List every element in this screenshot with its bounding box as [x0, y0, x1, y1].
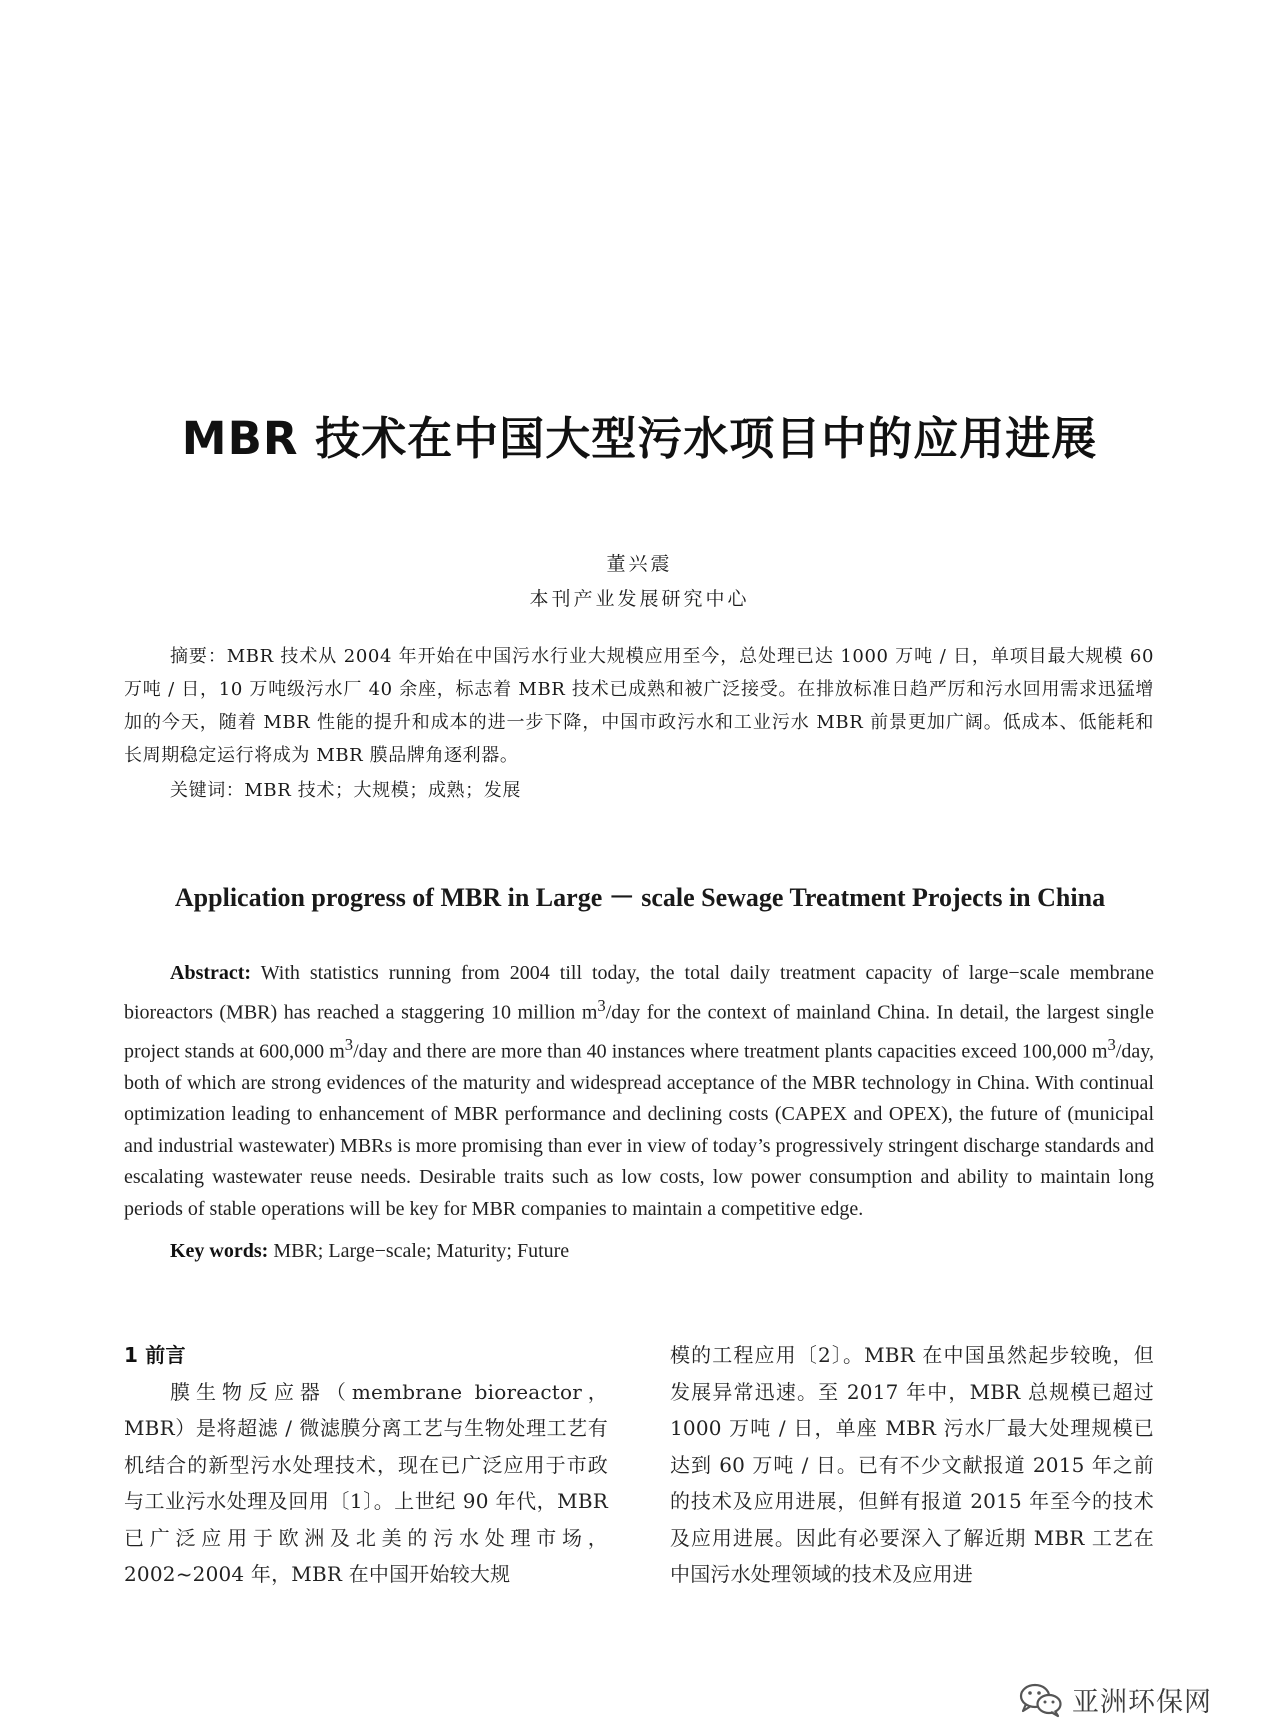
author-affiliation: 本刊产业发展研究中心 — [529, 588, 750, 610]
watermark-text: 亚洲环保网 — [1072, 1687, 1212, 1718]
abstract-en — [124, 958, 1154, 1225]
keywords-cn-text: MBR 技术；大规模；成熟；发展 — [244, 780, 521, 801]
abstract-cn-text: MBR 技术从 2004 年开始在中国污水行业大规模应用至今，总处理已达 1000 万吨 / 日，单项目最大规模 60 万吨 / 日，10 万吨级污水厂 40 余座，标志着 MBR 技术已成熟和被广泛接受。在排放标准日趋严厉和污水回用需求迅猛增加的今天，随着 MBR 性能的提升和成本的进一步下降，中国市政污水和工业污水 MBR 前景更加广阔。低成本、低能耗和长周期稳定运行将成为 MBR 膜品牌角逐利器。 — [124, 646, 1154, 766]
body-column-left — [124, 1337, 608, 1593]
keywords-cn-label: 关键词： — [170, 780, 245, 801]
section-heading: 1 前言 — [124, 1343, 186, 1367]
abstract-en-text-2: /day for the context of mainland China. In detail, the largest single project stands at 600,000 m — [124, 1001, 1154, 1063]
abstract-en-text-4: /day, both of which are strong evidences of the maturity and widespread acceptance of the MBR technology in China. With continual optimization leading to enhancement of MBR performance and declining costs (CAPEX and OPEX), the future of (municipal and industrial wastewater) MBRs is more promising than ever in view of today’s progressively stringent discharge standards and escalating wastewater reuse needs. Desirable traits such as low costs, low power consumption and ability to maintain long periods of stable operations will be key for MBR companies to maintain a competitive edge. — [124, 1040, 1154, 1220]
superscript-3: 3 — [1107, 1034, 1116, 1054]
keywords-en-text: MBR; Large−scale; Maturity; Future — [268, 1240, 570, 1262]
wechat-icon — [1018, 1681, 1064, 1719]
body-paragraph-continued: 模的工程应用〔2〕。MBR 在中国虽然起步较晚，但发展异常迅速。至 2017 年中，MBR 总规模已超过 1000 万吨 / 日，单座 MBR 污水厂最大处理规模已达到 60 万吨 / 日。已有不少文献报道 2015 年之前的技术及应用进展，但鲜有报道 2015 年至今的技术及应用进展。因此有必要深入了解近期 MBR 工艺在中国污水处理领域的技术及应用进 — [670, 1343, 1154, 1586]
body-column-right — [670, 1337, 1154, 1593]
abstract-en-text-1: With statistics running from 2004 till today, the total daily treatment capacity of large−scale membrane bioreactors (MBR) has reached a staggering 10 million m — [124, 962, 1154, 1024]
keywords-en-label: Key words: — [170, 1240, 269, 1262]
abstract-en-label: Abstract: — [170, 962, 252, 984]
author-name: 董兴震 — [606, 553, 673, 575]
paper-title-en: Application progress of MBR in Large － scale Sewage Treatment Projects in China — [174, 883, 1106, 912]
superscript-3: 3 — [597, 995, 606, 1015]
superscript-3: 3 — [344, 1034, 354, 1054]
keywords-en — [170, 1240, 569, 1263]
paper-title-cn: MBR 技术在中国大型污水项目中的应用进展 — [181, 412, 1098, 465]
abstract-cn-label: 摘要： — [170, 646, 227, 667]
watermark — [1018, 1680, 1212, 1719]
abstract-cn — [124, 640, 1154, 772]
keywords-cn — [170, 776, 521, 802]
body-paragraph: 膜生物反应器（membrane bioreactor，MBR）是将超滤 / 微滤膜分离工艺与生物处理工艺有机结合的新型污水处理技术，现在已广泛应用于市政与工业污水处理及回用〔1〕。上世纪 90 年代，MBR 已广泛应用于欧洲及北美的污水处理市场，2002~2004 年，MBR 在中国开始较大规 — [124, 1379, 608, 1586]
abstract-en-text-3: /day and there are more than 40 instances where treatment plants capacities exceed 100,000 m — [353, 1040, 1108, 1063]
